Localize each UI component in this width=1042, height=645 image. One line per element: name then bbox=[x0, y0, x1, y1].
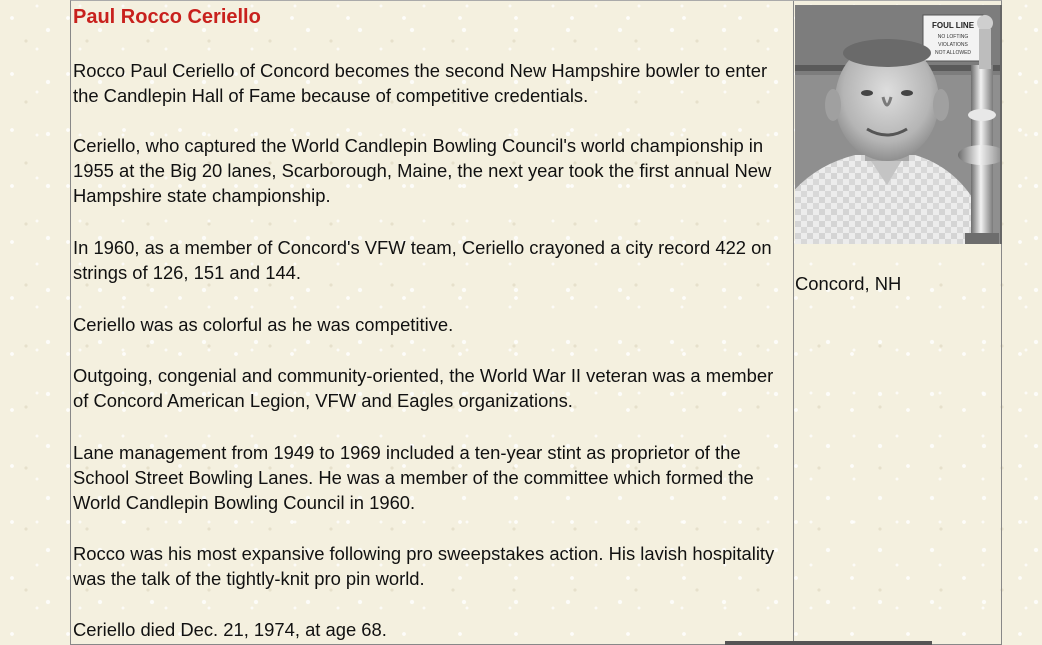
sign-line-4: NOT ALLOWED bbox=[934, 50, 972, 56]
sign-line-1: FOUL LINE bbox=[931, 21, 975, 30]
bio-paragraph-6: Lane management from 1949 to 1969 included a ten-year stint as proprietor of the School Street Bowling Lanes. He was a member of the committee which formed the World Candlepin Bowling Council in 1960. bbox=[73, 442, 754, 513]
bio-cell bbox=[71, 1, 794, 644]
bio-paragraph-8: Ceriello died Dec. 21, 1974, at age 68. bbox=[73, 619, 387, 640]
photo-cell bbox=[794, 1, 1003, 644]
bio-paragraph-1: Rocco Paul Ceriello of Concord becomes the second New Hampshire bowler to enter the Candlepin Hall of Fame because of competitive credentials. bbox=[73, 60, 768, 106]
next-photo-edge bbox=[725, 641, 932, 645]
bio-paragraph-4: Ceriello was as colorful as he was competitive. bbox=[73, 314, 454, 335]
sign-line-2: NO LOFTING bbox=[937, 34, 969, 40]
inductee-name: Paul Rocco Ceriello bbox=[73, 6, 261, 28]
bio-paragraph-2: Ceriello, who captured the World Candlepin Bowling Council's world championship in 1955 at the Big 20 lanes, Scarborough, Maine, the next year took the first annual New Hampshire state championship. bbox=[73, 135, 772, 206]
bio-paragraph-5: Outgoing, congenial and community-oriented, the World War II veteran was a member of Concord American Legion, VFW and Eagles organizations. bbox=[73, 365, 774, 411]
portrait-photo bbox=[795, 5, 1002, 244]
photo-caption: Concord, NH bbox=[795, 273, 902, 294]
hall-of-fame-table bbox=[70, 0, 1002, 645]
inductee-portrait bbox=[795, 5, 1002, 244]
bio-paragraph-7: Rocco was his most expansive following pro sweepstakes action. His lavish hospitality was the talk of the tightly-knit pro pin world. bbox=[73, 543, 775, 589]
sign-line-3: VIOLATIONS bbox=[938, 42, 968, 48]
bio-paragraph-3: In 1960, as a member of Concord's VFW team, Ceriello crayoned a city record 422 on strings of 126, 151 and 144. bbox=[73, 237, 772, 283]
